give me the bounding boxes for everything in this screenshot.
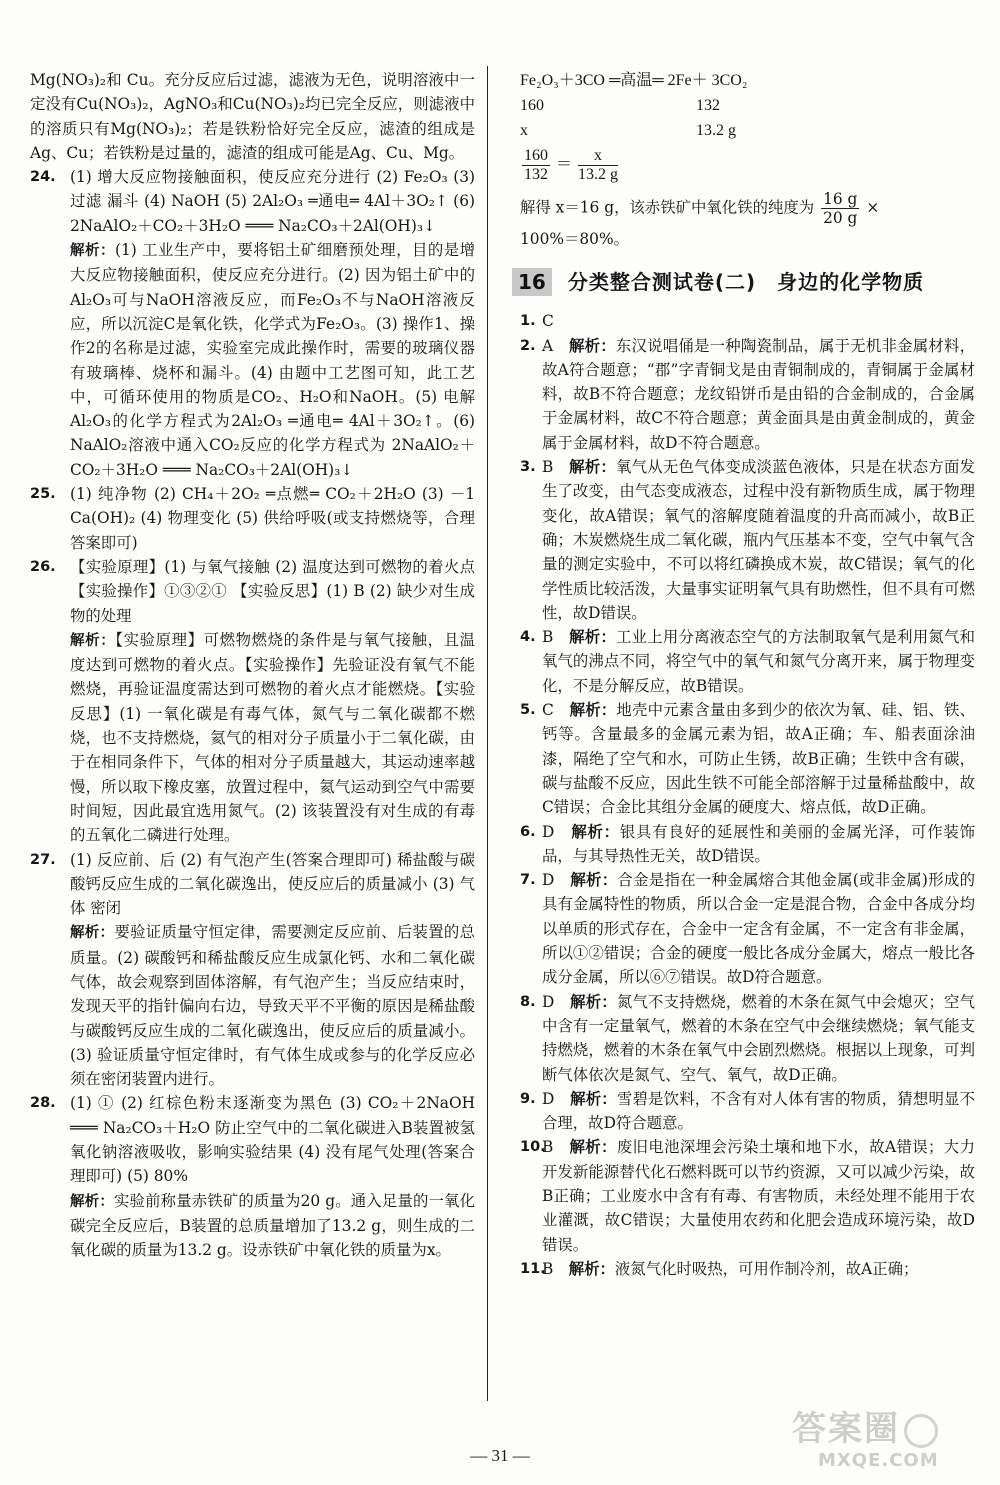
- analysis-label: 解析：: [570, 1089, 617, 1108]
- question-item: [520, 334, 975, 455]
- question-number: 10.: [520, 1139, 546, 1156]
- section-title: 分类整合测试卷(二) 身边的化学物质: [567, 270, 925, 295]
- question-item: [30, 848, 475, 1092]
- answer-letter: B: [542, 1259, 554, 1278]
- equals-sign: ＝: [556, 156, 573, 174]
- question-item: [30, 165, 475, 482]
- section-number-badge: 16: [512, 268, 552, 296]
- answer-analysis: [542, 868, 975, 989]
- answer-text: (1) 纯净物 (2) CH₄＋2O₂ ═点燃═ CO₂＋2H₂O (3) －1 Ca(OH)₂ (4) 物理变化 (5) 供给呼吸(或支持燃烧等，合理答案即可): [70, 485, 475, 552]
- question-item: [520, 1087, 975, 1136]
- analysis-label: 解析：: [568, 1259, 615, 1278]
- answer-text: (1) 增大反应物接触面积，使反应充分进行 (2) Fe₂O₃ (3) 过滤 漏斗 (4) NaOH (5) 2Al₂O₃ ═通电═ 4Al＋3O₂↑ (6) 2NaAlO₂＋CO₂＋3H₂O ═══ Na₂CO₃＋2Al(OH)₃↓: [70, 168, 475, 235]
- analysis-label: 解析：: [70, 1193, 114, 1210]
- watermark-text: 答案圈: [792, 1409, 900, 1449]
- solution-line: [520, 190, 975, 227]
- analysis-label: 解析：: [569, 1138, 617, 1157]
- analysis-text: (1) 工业生产中，要将铝土矿细磨预处理，目的是增大反应物接触面积，使反应充分进行。(2) 因为铝土矿中的Al₂O₃可与NaOH溶液反应，而Fe₂O₃不与NaOH溶液反应，所以沉淀C是氧化铁，化学式为Fe₂O₃。(3) 操作1、操作2的名称是过滤，实验室完成此操作时，需要的玻璃仪器有玻璃棒、烧杯和漏斗。(4) 由题中工艺图可知，此工艺中，可循环使用的物质是CO₂、H₂O和NaOH。(5) 电解Al₂O₃的化学方程式为2Al₂O₃ ═通电═ 4Al＋3O₂↑。(6) NaAlO₂溶液中通入CO₂反应的化学方程式为 2NaAlO₂＋CO₂＋3H₂O ═══ Na₂CO₃＋2Al(OH)₃↓: [70, 241, 475, 479]
- numerator: 160: [524, 147, 548, 164]
- question-item: [520, 698, 975, 819]
- answer-text: 【实验原理】(1) 与氧气接触 (2) 温度达到可燃物的着火点 【实验操作】①③②① 【实验反思】(1) B (2) 缺少对生成物的处理: [70, 557, 475, 625]
- question-item: [520, 455, 975, 625]
- left-column: [30, 68, 475, 1263]
- denominator: 13.2 g: [578, 166, 619, 183]
- analysis-text: 银具有良好的延展性和美丽的金属光泽，可作装饰品，与其导热性无关，故D错误。: [542, 822, 975, 865]
- solution-tail: ×: [866, 198, 880, 217]
- answer-letter: D: [542, 992, 555, 1011]
- analysis-label: 解析：: [70, 243, 115, 260]
- analysis-text: 【实验原理】可燃物燃烧的条件是与氧气接触，且温度达到可燃物的着火点。【实验操作】先验证没有氧气不能燃烧，再验证温度需达到可燃物的着火点才能燃烧。【实验反思】(1) 一氧化碳是有毒气体，氮气与二氧化碳都不燃烧，也不支持燃烧，氦气的相对分子质量小于二氧化碳，由于在相同条件下，气体的相对分子质量越大，其运动速率越慢，所以取下橡皮塞，放置过程中，氦气运动到空气中需要时间短，因此最宜选用氮气。(2) 该装置没有对生成的有毒的五氧化二磷进行处理。: [70, 630, 475, 845]
- answer-text: (1) 反应前、后 (2) 有气泡产生(答案合理即可) 稀盐酸与碳酸钙反应生成的二氧化碳逸出，使反应后的质量减小 (3) 气体 密闭: [70, 850, 475, 918]
- fraction: [578, 147, 618, 184]
- answer-letter: C: [542, 701, 554, 720]
- equation-cell: 13.2 g: [696, 122, 736, 139]
- analysis-label: 解析：: [569, 628, 617, 647]
- question-number: 1.: [520, 313, 536, 330]
- analysis-text: 要验证质量守恒定律，需要测定反应前、后装置的总质量。(2) 碳酸钙和稀盐酸反应生成氯化钙、水和二氧化碳气体，故会观察到固体溶解，有气泡产生；当反应结束时，发现天平的指针偏向右边，导致天平不平衡的原因是稀盐酸与碳酸钙反应生成的二氧化碳逸出，使反应后的质量减小。(3) 验证质量守恒定律时，有气体生成或参与的化学反应必须在密闭装置内进行。: [70, 923, 475, 1089]
- analysis-text: 合金是指在一种金属熔合其他金属(或非金属)形成的具有金属特性的物质，所以合金一定是混合物，合金中各成分均以单质的形式存在，合金中一定含有金属，不一定含有非金属，所以①②错误；合金的硬度一般比各成分金属大，熔点一般比各成分金属，所以⑥⑦错误。故D符合题意。: [542, 871, 975, 987]
- answer-analysis: [542, 334, 975, 455]
- numerator: x: [578, 147, 618, 166]
- question-number: 9.: [520, 1090, 536, 1107]
- equation-row: [520, 118, 975, 143]
- analysis-label: 解析：: [569, 458, 617, 477]
- section-header: [512, 265, 975, 299]
- answer-letter: B: [542, 628, 554, 647]
- answer-letter: D: [542, 822, 555, 841]
- analysis-label: 解析：: [568, 336, 616, 355]
- question-number: 28.: [30, 1095, 56, 1112]
- analysis-block: [70, 1189, 475, 1263]
- question-number: 11.: [520, 1260, 546, 1277]
- answer-letter: D: [542, 871, 555, 890]
- answer-analysis: [542, 990, 975, 1087]
- question-item: [30, 482, 475, 555]
- answer-analysis: [542, 1087, 975, 1136]
- page-number: — 31 —: [470, 1446, 530, 1465]
- fraction: [821, 190, 859, 227]
- chemical-equation: Fe₂O₃＋3CO ═高温═ 2Fe＋ 3CO₂: [520, 72, 748, 89]
- answer-letter: A: [542, 336, 554, 355]
- watermark-url: MXQE.COM: [818, 1450, 939, 1471]
- question-number: 7.: [520, 872, 536, 889]
- analysis-label: 解析：: [70, 925, 115, 942]
- question-item: [30, 555, 475, 848]
- answer-analysis: [542, 625, 975, 698]
- right-column: [520, 68, 975, 1281]
- solution-result: 100%＝80%。: [520, 230, 629, 248]
- stamp-icon: [904, 1414, 938, 1448]
- column-divider: [487, 66, 488, 1401]
- equation-cell: x: [520, 122, 528, 139]
- analysis-block: [70, 628, 475, 848]
- question-number: 8.: [520, 993, 536, 1010]
- intro-paragraph: Mg(NO₃)₂和 Cu。充分反应后过滤，滤液为无色，说明溶液中一定没有Cu(NO₃)₂，AgNO₃和Cu(NO₃)₂均已完全反应，则滤液中的溶质只有Mg(NO₃)₂；若是铁粉恰好完全反应，滤渣的组成是Ag、Cu；若铁粉是过量的，滤渣的组成可能是Ag、Cu、Mg。: [30, 71, 475, 162]
- question-number: 5.: [520, 702, 536, 719]
- analysis-text: 氮气不支持燃烧，燃着的木条在氮气中会熄灭；空气中含有一定量氧气，燃着的木条在空气中会继续燃烧；氧气能支持燃烧，燃着的木条在氧气中会剧烈燃烧。根据以上现象，可判断气体依次是氮气、空气、氧气，故D正确。: [542, 992, 975, 1084]
- equation-cell: 160: [520, 97, 544, 114]
- analysis-label: 解析：: [570, 871, 618, 890]
- denominator: 20 g: [823, 209, 858, 227]
- equation-row: [520, 93, 975, 118]
- analysis-text: 地壳中元素含量由多到少的依次为氧、硅、铝、铁、钙等。含量最多的金属元素为铝，故A正确；车、船表面涂油漆，隔绝了空气和水，可防止生锈，故B正确；生铁中含有碳，碳与盐酸不反应，因此生铁不可能全部溶解于过量稀盐酸中，故C错误；合金比其组分金属的硬度大、熔点低，故D正确。: [542, 701, 975, 817]
- answer-analysis: [542, 698, 975, 819]
- question-item: [520, 309, 975, 333]
- answer-letter: B: [542, 458, 554, 477]
- numerator: 16 g: [823, 190, 858, 208]
- question-number: 24.: [30, 169, 56, 186]
- answer-analysis: [542, 1257, 975, 1281]
- equation-cell: 132: [696, 97, 720, 114]
- question-item: [520, 990, 975, 1087]
- right-items: [520, 309, 975, 1281]
- question-number: 25.: [30, 486, 56, 503]
- fraction: [522, 147, 550, 184]
- answer-text: (1) ① (2) 红棕色粉末逐渐变为黑色 (3) CO₂＋2NaOH ═══ Na₂CO₃＋H₂O 防止空气中的二氧化碳进入B装置被氢氧化钠溶液吸收，影响实验结果 (4) 没有尾气处理(答案合理即可) (5) 80%: [70, 1094, 475, 1186]
- answer-analysis: [542, 1135, 975, 1256]
- analysis-label: 解析：: [70, 632, 116, 649]
- solution-text: 解得 x＝16 g，该赤铁矿中氧化铁的纯度为: [520, 198, 815, 217]
- question-item: [520, 1257, 975, 1281]
- answer-letter: B: [542, 1138, 554, 1157]
- analysis-label: 解析：: [571, 822, 620, 841]
- analysis-text: 工业上用分离液态空气的方法制取氧气是利用氮气和氧气的沸点不同，将空气中的氧气和氮气分离开来，属于物理变化，不是分解反应，故B错误。: [542, 628, 975, 695]
- analysis-text: 废旧电池深埋会污染土壤和地下水，故A错误；大力开发新能源替代化石燃料既可以节约资源，又可以减少污染，故B正确；工业废水中含有有毒、有害物质，未经处理不能用于农业灌溉，故C错误；大量使用农药和化肥会造成环境污染，故D错误。: [542, 1138, 975, 1254]
- question-item: [520, 625, 975, 698]
- denominator: 132: [524, 166, 548, 183]
- answer-letter: D: [542, 1089, 555, 1108]
- question-item: [30, 1091, 475, 1262]
- answer-text: C: [542, 312, 554, 331]
- question-number: 6.: [520, 823, 536, 840]
- question-number: 4.: [520, 629, 536, 646]
- question-item: [520, 1135, 975, 1256]
- analysis-label: 解析：: [569, 701, 617, 720]
- analysis-text: 东汉说唱俑是一种陶瓷制品，属于无机非金属材料，故A符合题意；“郡”字青铜戈是由青铜制成的，青铜属于金属材料，故B不符合题意；龙纹铅饼币是由铅的合金制成的，合金属于金属材料，故C不符合题意；黄金面具是由黄金制成的，黄金属于金属材料，故D不符合题意。: [542, 336, 975, 452]
- analysis-text: 液氮气化时吸热，可用作制冷剂，故A正确；: [614, 1259, 919, 1278]
- answer-analysis: [542, 455, 975, 625]
- site-watermark: [792, 1401, 982, 1471]
- analysis-text: 实验前称量赤铁矿的质量为20 g。通入足量的一氧化碳完全反应后，B装置的总质量增加了13.2 g，则生成的二氧化碳的质量为13.2 g。设赤铁矿中氧化铁的质量为x。: [70, 1191, 475, 1260]
- watermark-logo: [792, 1401, 982, 1450]
- ratio-line: [520, 147, 975, 184]
- analysis-text: 雪碧是饮料，不含有对人体有害的物质，猜想明显不合理，故D符合题意。: [542, 1089, 975, 1133]
- answer-analysis: [542, 820, 975, 869]
- equation-block: [520, 68, 975, 184]
- question-item: [520, 868, 975, 989]
- question-number: 27.: [30, 851, 56, 868]
- question-item: [520, 820, 975, 869]
- analysis-text: 氧气从无色气体变成淡蓝色液体，只是在状态方面发生了改变，由气态变成液态，过程中没有新物质生成，属于物理变化，故A错误；氧气的溶解度随着温度的升高而减小，故B正确；木炭燃烧生成二氧化碳，瓶内气压基本不变，空气中氧气含量的测定实验中，不可以将红磷换成木炭，故C错误；氧气的化学性质比较活泼，大量事实证明氧气具有助燃性，但不具有可燃性，故D错误。: [542, 458, 975, 622]
- left-items: [30, 165, 475, 1262]
- question-number: 26.: [30, 558, 56, 575]
- analysis-label: 解析：: [570, 992, 617, 1011]
- analysis-block: [70, 238, 475, 482]
- analysis-block: [70, 920, 475, 1091]
- question-number: 3.: [520, 459, 536, 476]
- question-number: 2.: [520, 337, 536, 354]
